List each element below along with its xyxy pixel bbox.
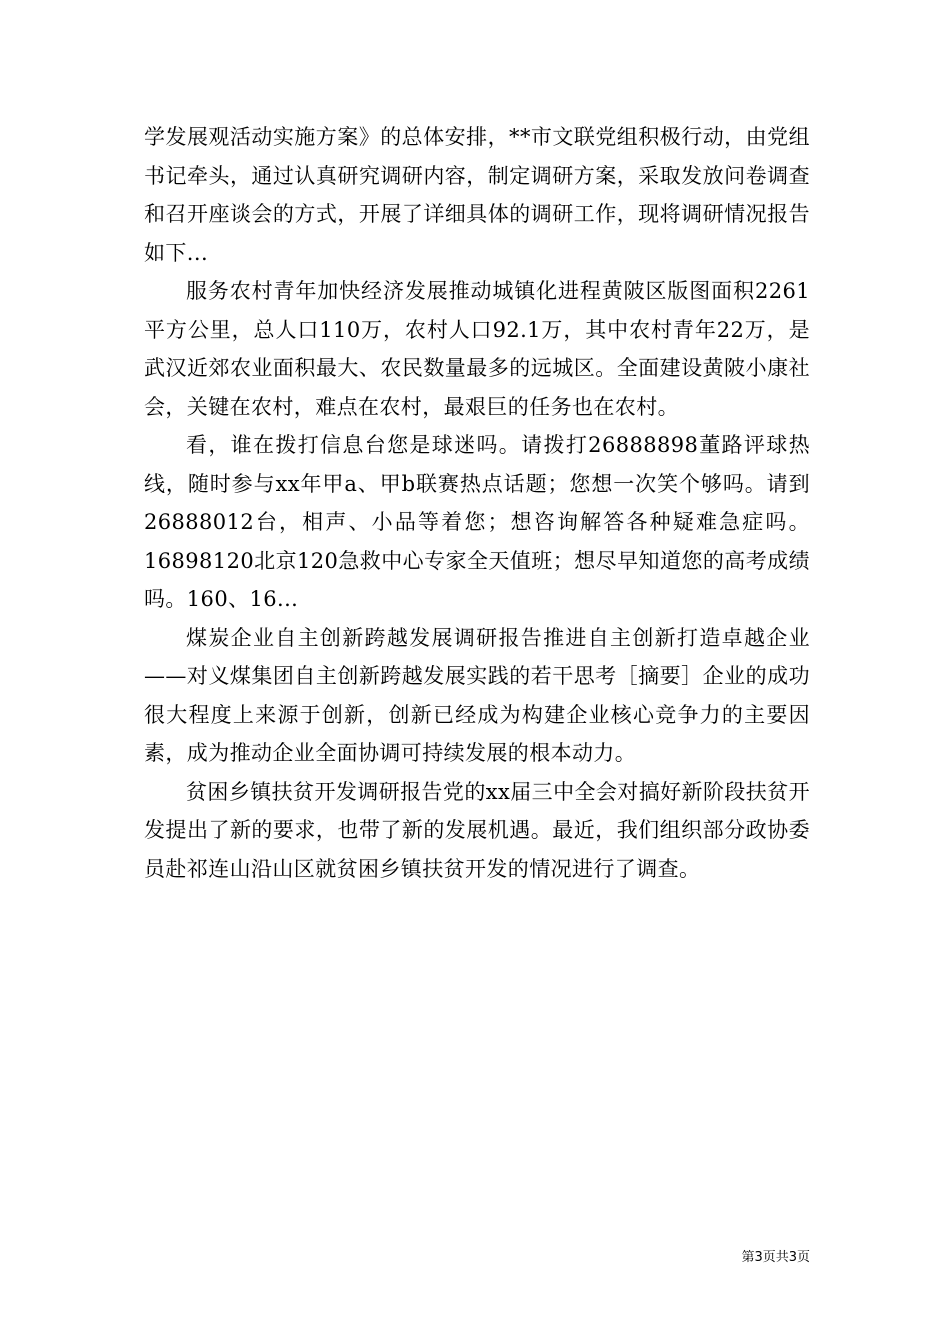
paragraph-coal-enterprise: 煤炭企业自主创新跨越发展调研报告推进自主创新打造卓越企业——对义煤集团自主创新跨越发展实践的若干思考［摘要］企业的成功很大程度上来源于创新，创新已经成为构建企业核心竞争力的主要因素，成为推动企业全面协调可持续发展的根本动力。: [144, 625, 810, 765]
paragraph-continuation: 学发展观活动实施方案》的总体安排，**市文联党组积极行动，由党组书记牵头，通过认真研究调研内容，制定调研方案，采取发放问卷调查和召开座谈会的方式，开展了详细具体的调研工作，现将调研情况报告如下...: [144, 125, 810, 265]
paragraph-poverty-alleviation: 贫困乡镇扶贫开发调研报告党的xx届三中全会对搞好新阶段扶贫开发提出了新的要求，也带了新的发展机遇。最近，我们组织部分政协委员赴祁连山沿山区就贫困乡镇扶贫开发的情况进行了调查。: [144, 779, 810, 881]
page-number-footer: 第3页共3页: [741, 1250, 810, 1265]
paragraph-rural-youth: 服务农村青年加快经济发展推动城镇化进程黄陂区版图面积2261平方公里，总人口110万，农村人口92.1万，其中农村青年22万，是武汉近郊农业面积最大、农民数量最多的远城区。全面建设黄陂小康社会，关键在农村，难点在农村，最艰巨的任务也在农村。: [144, 279, 810, 419]
paragraph-info-hotline: 看，谁在拨打信息台您是球迷吗。请拨打26888898董路评球热线，随时参与xx年甲a、甲b联赛热点话题；您想一次笑个够吗。请到26888012台，相声、小品等着您；想咨询解答各种疑难急症吗。16898120北京120急救中心专家全天值班；想尽早知道您的高考成绩吗。160、16...: [144, 433, 810, 611]
document-body: [144, 118, 810, 888]
